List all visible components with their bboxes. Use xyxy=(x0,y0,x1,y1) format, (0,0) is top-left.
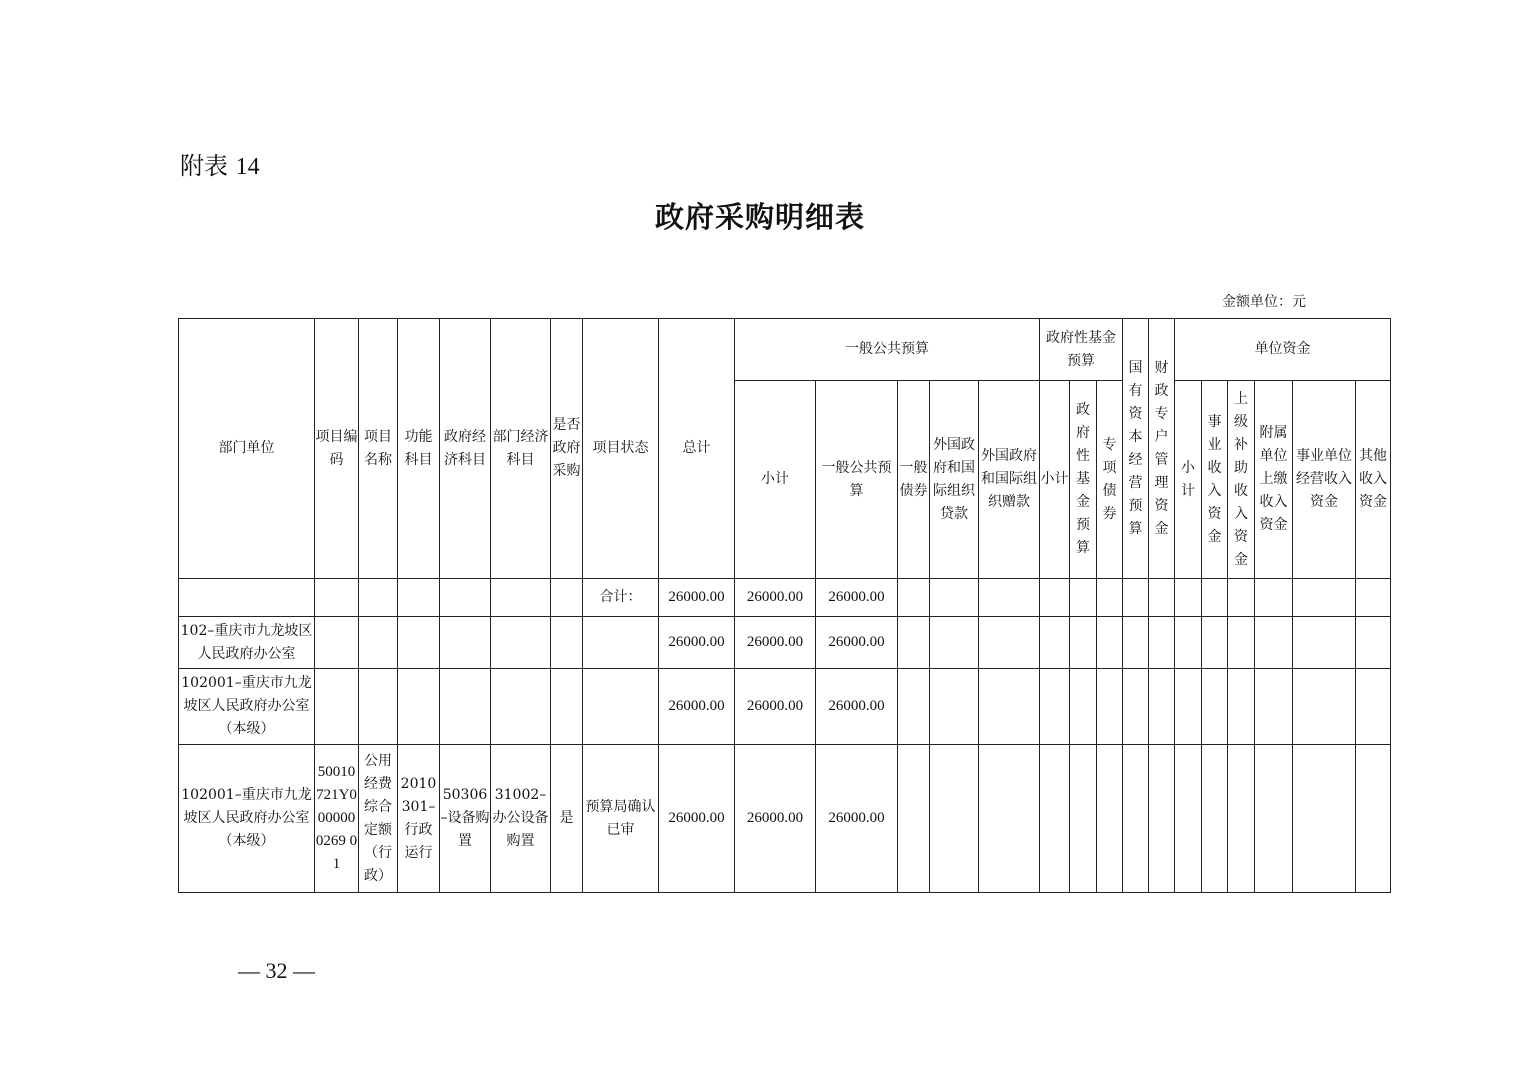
cell-gen-sub: 26000.00 xyxy=(735,669,816,745)
cell-total: 26000.00 xyxy=(659,579,735,617)
header-unit-funds: 单位资金 xyxy=(1175,319,1391,381)
cell-gen-sub: 26000.00 xyxy=(735,617,816,669)
cell-total: 26000.00 xyxy=(659,669,735,745)
header-is-proc: 是否政府采购 xyxy=(551,319,583,579)
procurement-table xyxy=(178,318,1391,893)
header-foreign-gift: 外国政府和国际组织赠款 xyxy=(979,381,1040,579)
cell-gen-budget: 26000.00 xyxy=(816,617,898,669)
attachment-label: 附表 14 xyxy=(180,152,260,180)
header-gen-sub: 小计 xyxy=(735,381,816,579)
table-row-total xyxy=(179,579,1391,617)
cell-dept: 102001–重庆市九龙坡区人民政府办公室（本级） xyxy=(179,669,315,745)
header-gen-bond: 一般债券 xyxy=(898,381,930,579)
cell-is-proc: 是 xyxy=(551,745,583,893)
cell-total: 26000.00 xyxy=(659,617,735,669)
cell-gen-sub: 26000.00 xyxy=(735,745,816,893)
header-gov-econ: 政府经济科目 xyxy=(440,319,491,579)
cell-status: 合计： xyxy=(583,579,659,617)
cell-func: 2010301–行政运行 xyxy=(398,745,440,893)
cell-gen-budget: 26000.00 xyxy=(816,745,898,893)
header-total: 总计 xyxy=(659,319,735,579)
cell-gen-sub: 26000.00 xyxy=(735,579,816,617)
header-fund-bond: 专项债券 xyxy=(1097,381,1123,579)
header-affiliate: 附属单位上缴收入资金 xyxy=(1255,381,1293,579)
header-fund-sub: 小计 xyxy=(1040,381,1070,579)
page-number: — 32 — xyxy=(238,958,315,983)
header-proj-code: 项目编码 xyxy=(315,319,359,579)
header-state-capital: 国有资本经营预算 xyxy=(1123,319,1149,579)
cell-proj-name: 公用经费综合定额（行政） xyxy=(359,745,398,893)
header-dept-econ: 部门经济科目 xyxy=(491,319,551,579)
cell-gov-econ: 50306–设备购置 xyxy=(440,745,491,893)
header-general: 一般公共预算 xyxy=(735,319,1040,381)
header-fund-budget: 政府性基金预算 xyxy=(1070,381,1097,579)
header-subsidy: 上级补助收入资金 xyxy=(1228,381,1255,579)
table-row xyxy=(179,745,1391,893)
header-gen-budget: 一般公共预算 xyxy=(816,381,898,579)
header-dept: 部门单位 xyxy=(179,319,315,579)
cell-status: 预算局确认已审 xyxy=(583,745,659,893)
cell-dept-econ: 31002–办公设备购置 xyxy=(491,745,551,893)
header-unit-sub: 小计 xyxy=(1175,381,1202,579)
header-foreign-loan: 外国政府和国际组织贷款 xyxy=(930,381,979,579)
cell-dept: 102–重庆市九龙坡区人民政府办公室 xyxy=(179,617,315,669)
attachment-number: 14 xyxy=(235,154,260,180)
cell-dept: 102001–重庆市九龙坡区人民政府办公室（本级） xyxy=(179,745,315,893)
header-special-account: 财政专户管理资金 xyxy=(1149,319,1175,579)
header-status: 项目状态 xyxy=(583,319,659,579)
table-row xyxy=(179,669,1391,745)
header-other: 其他收入资金 xyxy=(1356,381,1391,579)
cell-dept xyxy=(179,579,315,617)
header-biz-income: 事业收入资金 xyxy=(1202,381,1228,579)
unit-note: 金额单位：元 xyxy=(1222,294,1306,310)
cell-total: 26000.00 xyxy=(659,745,735,893)
cell-gen-budget: 26000.00 xyxy=(816,669,898,745)
header-proj-name: 项目名称 xyxy=(359,319,398,579)
page-title: 政府采购明细表 xyxy=(654,200,865,234)
header-biz-ops: 事业单位经营收入资金 xyxy=(1293,381,1356,579)
header-fund: 政府性基金预算 xyxy=(1040,319,1123,381)
cell-proj-code: 50010721Y0000000269 01 xyxy=(315,745,359,893)
table-row xyxy=(179,617,1391,669)
header-func: 功能科目 xyxy=(398,319,440,579)
cell-gen-budget: 26000.00 xyxy=(816,579,898,617)
